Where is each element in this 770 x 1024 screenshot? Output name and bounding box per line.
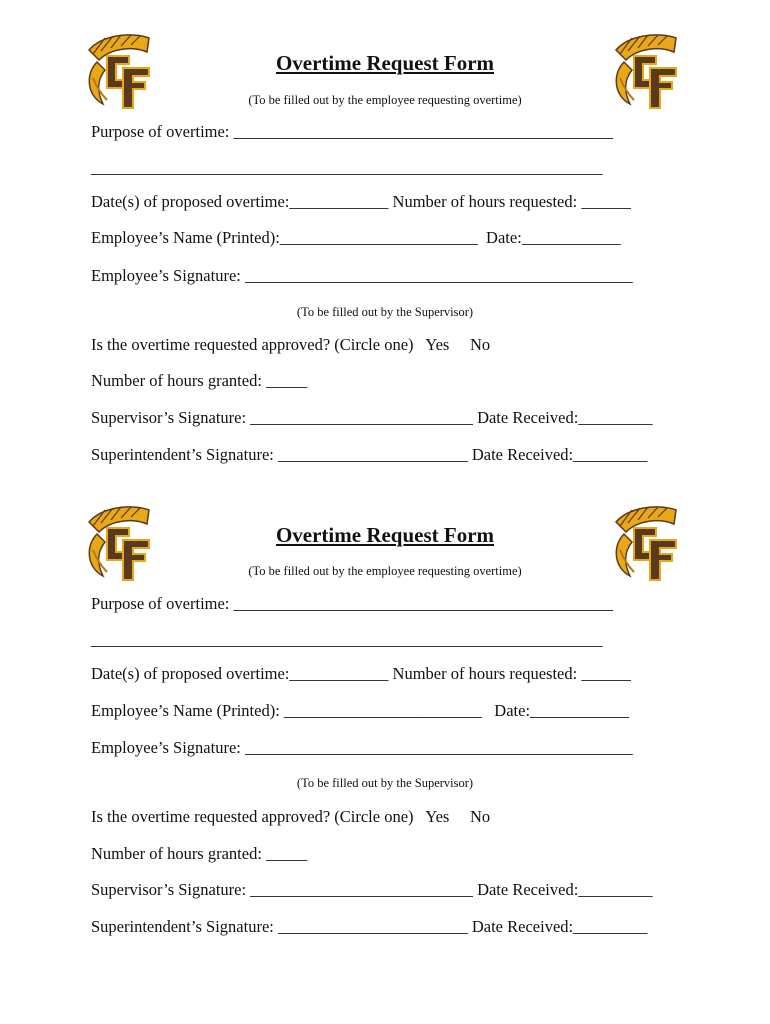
superintendent-row bbox=[91, 919, 647, 936]
supervisor-row bbox=[91, 882, 653, 899]
no-option[interactable]: No bbox=[469, 807, 491, 826]
hours-requested-field[interactable]: Number of hours requested: ______ bbox=[392, 664, 631, 683]
hours-requested-field[interactable]: Number of hours requested: ______ bbox=[392, 192, 631, 211]
purpose-field[interactable]: Purpose of overtime: ______________________________________________ bbox=[91, 594, 614, 613]
dates-row bbox=[91, 194, 631, 211]
employee-name-field[interactable]: Employee’s Name (Printed): ________________________ bbox=[91, 701, 482, 720]
employee-signature-field[interactable]: Employee’s Signature: _______________________________________________ bbox=[91, 266, 633, 285]
superintendent-signature-field[interactable]: Superintendent’s Signature: _______________________ bbox=[91, 445, 468, 464]
dates-field[interactable]: Date(s) of proposed overtime:____________ bbox=[91, 664, 389, 683]
approval-row bbox=[91, 337, 490, 354]
employee-instruction: (To be filled out by the employee requesting overtime) bbox=[248, 564, 522, 578]
date-received-field[interactable]: Date Received:_________ bbox=[477, 408, 653, 427]
hours-granted-field[interactable]: Number of hours granted: _____ bbox=[91, 844, 308, 863]
supervisor-row bbox=[91, 410, 653, 427]
form-title: Overtime Request Form bbox=[275, 523, 495, 547]
date-received-field[interactable]: Date Received:_________ bbox=[471, 445, 648, 464]
name-row bbox=[91, 230, 621, 247]
superintendent-row bbox=[91, 447, 647, 464]
supervisor-signature-field[interactable]: Supervisor’s Signature: ___________________________ bbox=[91, 880, 473, 899]
approval-row bbox=[91, 809, 490, 826]
yes-option[interactable]: Yes bbox=[425, 335, 450, 354]
superintendent-signature-field[interactable]: Superintendent’s Signature: _______________________ bbox=[91, 917, 468, 936]
approval-question: Is the overtime requested approved? (Circle one) bbox=[91, 335, 414, 354]
purpose-continued-field[interactable]: ______________________________________________________________ bbox=[91, 630, 603, 649]
dates-field[interactable]: Date(s) of proposed overtime:____________ bbox=[91, 192, 389, 211]
dates-row bbox=[91, 666, 631, 683]
date-field[interactable]: Date:____________ bbox=[486, 228, 621, 247]
supervisor-signature-field[interactable]: Supervisor’s Signature: ___________________________ bbox=[91, 408, 473, 427]
supervisor-instruction: (To be filled out by the Supervisor) bbox=[296, 776, 474, 790]
yes-option[interactable]: Yes bbox=[425, 807, 450, 826]
purpose-field[interactable]: Purpose of overtime: ______________________________________________ bbox=[91, 122, 614, 141]
date-received-field[interactable]: Date Received:_________ bbox=[471, 917, 648, 936]
employee-name-field[interactable]: Employee’s Name (Printed):________________________ bbox=[91, 228, 478, 247]
employee-signature-field[interactable]: Employee’s Signature: _______________________________________________ bbox=[91, 738, 633, 757]
date-received-field[interactable]: Date Received:_________ bbox=[477, 880, 653, 899]
no-option[interactable]: No bbox=[469, 335, 491, 354]
supervisor-instruction: (To be filled out by the Supervisor) bbox=[296, 305, 474, 319]
name-row bbox=[91, 703, 629, 720]
purpose-continued-field[interactable]: ______________________________________________________________ bbox=[91, 158, 603, 177]
employee-instruction: (To be filled out by the employee requesting overtime) bbox=[248, 93, 522, 107]
form-title: Overtime Request Form bbox=[275, 51, 495, 75]
date-field[interactable]: Date:____________ bbox=[494, 701, 630, 720]
approval-question: Is the overtime requested approved? (Circle one) bbox=[91, 807, 414, 826]
hours-granted-field[interactable]: Number of hours granted: _____ bbox=[91, 371, 308, 390]
